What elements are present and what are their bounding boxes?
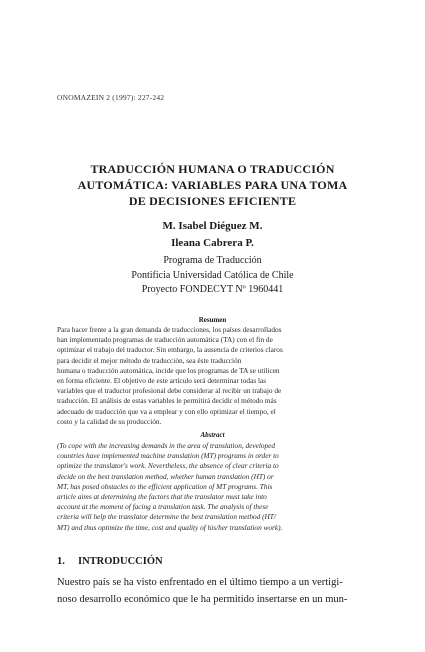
resumen-line: traducción. El análisis de estas variables le permitirá decidir el método más: [57, 396, 277, 406]
abstract-heading: Abstract: [200, 431, 225, 439]
resumen-line: costo y la calidad de su producción.: [57, 416, 162, 426]
authors: [40, 218, 385, 252]
body-line: Nuestro país se ha visto enfrentado en el último tiempo a un vertigi-: [57, 577, 343, 588]
abstract-line: decide on the best translation method, whether human translation (HT) or: [57, 471, 274, 481]
abstract-line: MT) and thus optimize the time, cost and quality of his/her translation work).: [57, 522, 283, 532]
resumen-line: variables que el traductor profesional debe considerar al recibir un trabajo de: [57, 386, 282, 396]
section-heading: [57, 556, 163, 567]
section-number: 1.: [57, 556, 65, 567]
abstract-text: [57, 441, 347, 533]
affiliation-line: Proyecto FONDECYT Nº 1960441: [141, 284, 284, 295]
title-line: TRADUCCIÓN HUMANA O TRADUCCIÓN: [90, 162, 335, 176]
affiliation-line: Pontificia Universidad Católica de Chile: [131, 269, 294, 281]
title-line: AUTOMÁTICA: VARIABLES PARA UNA TOMA: [77, 178, 348, 192]
abstract-line: countries have implemented machine translation (MT) programs in order to: [57, 451, 279, 461]
abstract-line: article aims at determining the factors that the translator must take into: [57, 492, 267, 502]
section-title: INTRODUCCIÓN: [78, 556, 163, 567]
resumen-line: adecuado de traducción que va a emplear y con ello optimizar el tiempo, el: [57, 406, 276, 416]
resumen-line: humana o traducción automática, incide que los programas de TA se utilicen: [57, 365, 280, 375]
title-line: DE DECISIONES EFICIENTE: [128, 194, 297, 208]
running-head: ONOMAZEIN 2 (1997): 227-242: [57, 93, 165, 102]
abstract-line: criteria will help the translator determine the best translation method (HT/: [57, 512, 276, 522]
paper-title: [40, 161, 385, 209]
affiliation-line: Programa de Traducción: [163, 255, 262, 266]
abstract-line: account at the moment of facing a translation task. The analysis of these: [57, 502, 269, 512]
affiliation: [40, 254, 385, 298]
body-line: noso desarrollo económico que le ha permitido insertarse en un mun-: [57, 593, 348, 605]
resumen-text: [57, 325, 347, 427]
resumen-line: han implementado programas de traducción automática (TA) con el fin de: [57, 335, 273, 345]
resumen-line: Para hacer frente a la gran demanda de traducciones, los países desarrollados: [57, 325, 282, 334]
resumen-heading: Resumen: [198, 316, 227, 324]
resumen-line: en forma eficiente. El objetivo de este artículo será determinar todas las: [57, 376, 267, 386]
resumen-line: optimizar el trabajo del traductor. Sin embargo, la ausencia de criterios claros: [57, 345, 283, 355]
author-name: M. Isabel Diéguez M.: [162, 220, 263, 232]
author-name: Ileana Cabrera P.: [171, 237, 254, 249]
abstract-line: (To cope with the increasing demands in the area of translation, developed: [57, 441, 276, 450]
body-paragraph: [57, 575, 375, 608]
abstract-line: MT, has posed obstacles to the efficient application of MT programs. This: [57, 481, 273, 491]
abstract-line: optimize the translator's work. Nevertheless, the absence of clear criteria to: [57, 461, 279, 471]
resumen-line: para decidir el mejor método de traducción, sea éste traducción: [57, 355, 242, 365]
